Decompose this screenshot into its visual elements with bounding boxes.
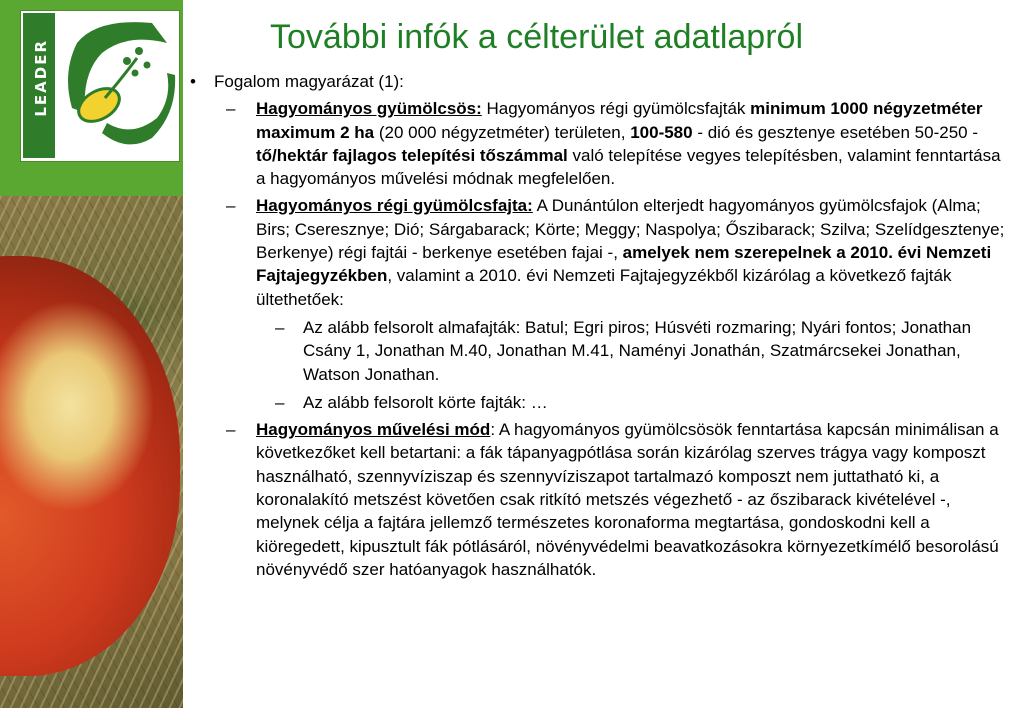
dash: – [226,196,236,216]
sub-list-item [275,316,1010,386]
text: - dió és gesztenye esetében 50-250 - [692,122,978,142]
bold-text: amelyek nem szerepelnek a 2010. évi Nemzeti Fajtajegyzékben [256,243,992,286]
bold-text: tő/hektár fajlagos telepítési tőszámmal [256,145,568,165]
page-title: További infók a célterület adatlapról [270,18,803,56]
section-heading: Fogalom magyarázat (1): [214,72,404,91]
logo-text: LEADER [32,39,50,117]
list-item [226,97,1010,190]
text: A Dunántúlon elterjedt hagyományos gyümölcsfajok (Alma; Birs; Cseresznye; Dió; Sárgabarack; Körte; Meggy; Naspolya; Őszibarack; Szilva; Szelídgesztenye; Berkenye) régi fajtái - berkenye esetében fajai -, [256,196,1005,263]
term: Hagyományos művelési mód [256,420,491,440]
dash: – [226,420,236,440]
text: Az alább felsorolt almafajták: Batul; Egri piros; Húsvéti rozmaring; Nyári fontos; Jonathan Csány 1, Jonathan M.40, Jonathan M.41, Naményi Jonathán, Szatmárcsekei Jonathan, Watson Jonathan. [303,317,972,384]
text: való telepítése vegyes telepítésben, valamint fenntartása a hagyományos művelési módnak megfelelően. [256,145,1001,189]
list-item [190,70,1010,93]
sub-list-item [275,391,1010,414]
text: Az alább felsorolt körte fajták: … [303,392,548,412]
term: Hagyományos gyümölcsös: [256,99,482,119]
sidebar-decoration [0,0,183,708]
dash: – [226,99,236,119]
text: Hagyományos régi gyümölcsfajták [481,99,751,119]
dash: – [275,392,285,412]
list-item [226,418,1010,581]
text: (20 000 négyzetméter) területen, [374,122,631,142]
text: , valamint a 2010. évi Nemzeti Fajtajegyzékből kizárólag a következő fajták ültethetőek: [256,266,952,309]
leader-logo-icon [57,13,176,158]
leader-logo [20,10,180,162]
logo-green-strip [23,13,55,158]
term: Hagyományos régi gyümölcsfajta: [256,196,533,216]
content-body [190,70,1010,581]
list-item [226,194,1010,310]
text: : A hagyományos gyümölcsösök fenntartása kapcsán minimálisan a következőket kell betartani: a fák tápanyagpótlása során kizárólag szerves trágya vagy komposzt használható, szennyvíziszap és szennyvíziszapot tartalmazó komposzt nem juttatható ki, a koronalakító metszést követően csak ritkító metszés végezhető - az őszibarack kivételével -, melynek célja a fajtára jellemző természetes koronaforma megtartása, gondoskodni kell a kiöregedett, kipusztult fák pótlásáról, növényvédelmi beavatkozásokra környezetkímélő besorolású növényvédő szer hatóanyagok használhatók. [256,420,999,579]
dash: – [275,317,285,337]
apple-photo [0,196,183,708]
bold-text: minimum 1000 négyzetméter maximum 2 ha [256,99,983,142]
bold-text: 100-580 [630,122,693,142]
bullet: • [190,72,196,91]
